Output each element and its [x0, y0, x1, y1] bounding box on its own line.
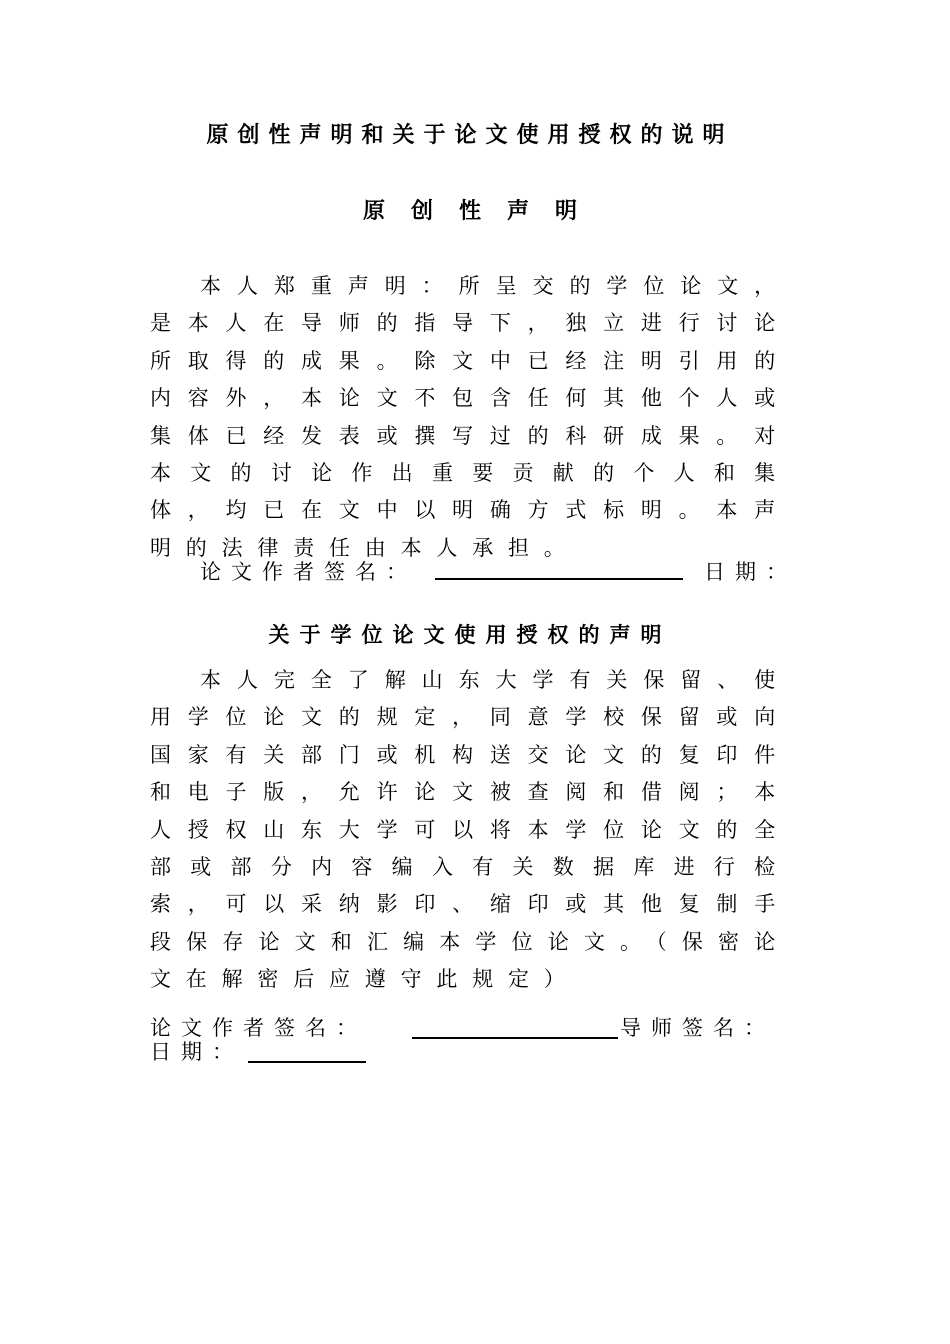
originality-signature-row	[200, 556, 797, 588]
author-signature-line	[435, 578, 683, 580]
date-label: 日期：	[150, 1040, 243, 1064]
document-title: 原创性声明和关于论文使用授权的说明	[206, 123, 734, 148]
date-label: 日期：	[704, 560, 797, 584]
authorization-signature-row	[150, 1012, 790, 1072]
date-line	[248, 1061, 366, 1063]
originality-heading: 原创性声明	[362, 199, 603, 224]
author-signature-label: 论文作者签名：	[150, 1016, 367, 1040]
originality-statement-paragraph: 本人郑重声明：所呈交的学位论文，是本人在导师的指导下，独立进行讨论所取得的成果。除文中已经注明引用的内容外，本论文不包含任何其他个人或集体已经发表或撰写过的科研成果。对本文的讨论作出重要贡献的个人和集体，均已在文中以明确方式标明。本声明的法律责任由本人承担。	[150, 274, 790, 560]
advisor-signature-label: 导师签名：	[620, 1016, 775, 1040]
authorization-heading: 关于学位论文使用授权的声明	[268, 623, 672, 647]
author-signature-line	[412, 1037, 618, 1039]
author-signature-label: 论文作者签名：	[200, 560, 417, 584]
authorization-statement-paragraph: 本人完全了解山东大学有关保留、使用学位论文的规定，同意学校保留或向国家有关部门或机构送交论文的复印件和电子版，允许论文被查阅和借阅；本人授权山东大学可以将本学位论文的全部或部分内容编入有关数据库进行检索，可以采纳影印、缩印或其他复制手段保存论文和汇编本学位论文。（保密论文在解密后应遵守此规定）	[150, 668, 790, 992]
